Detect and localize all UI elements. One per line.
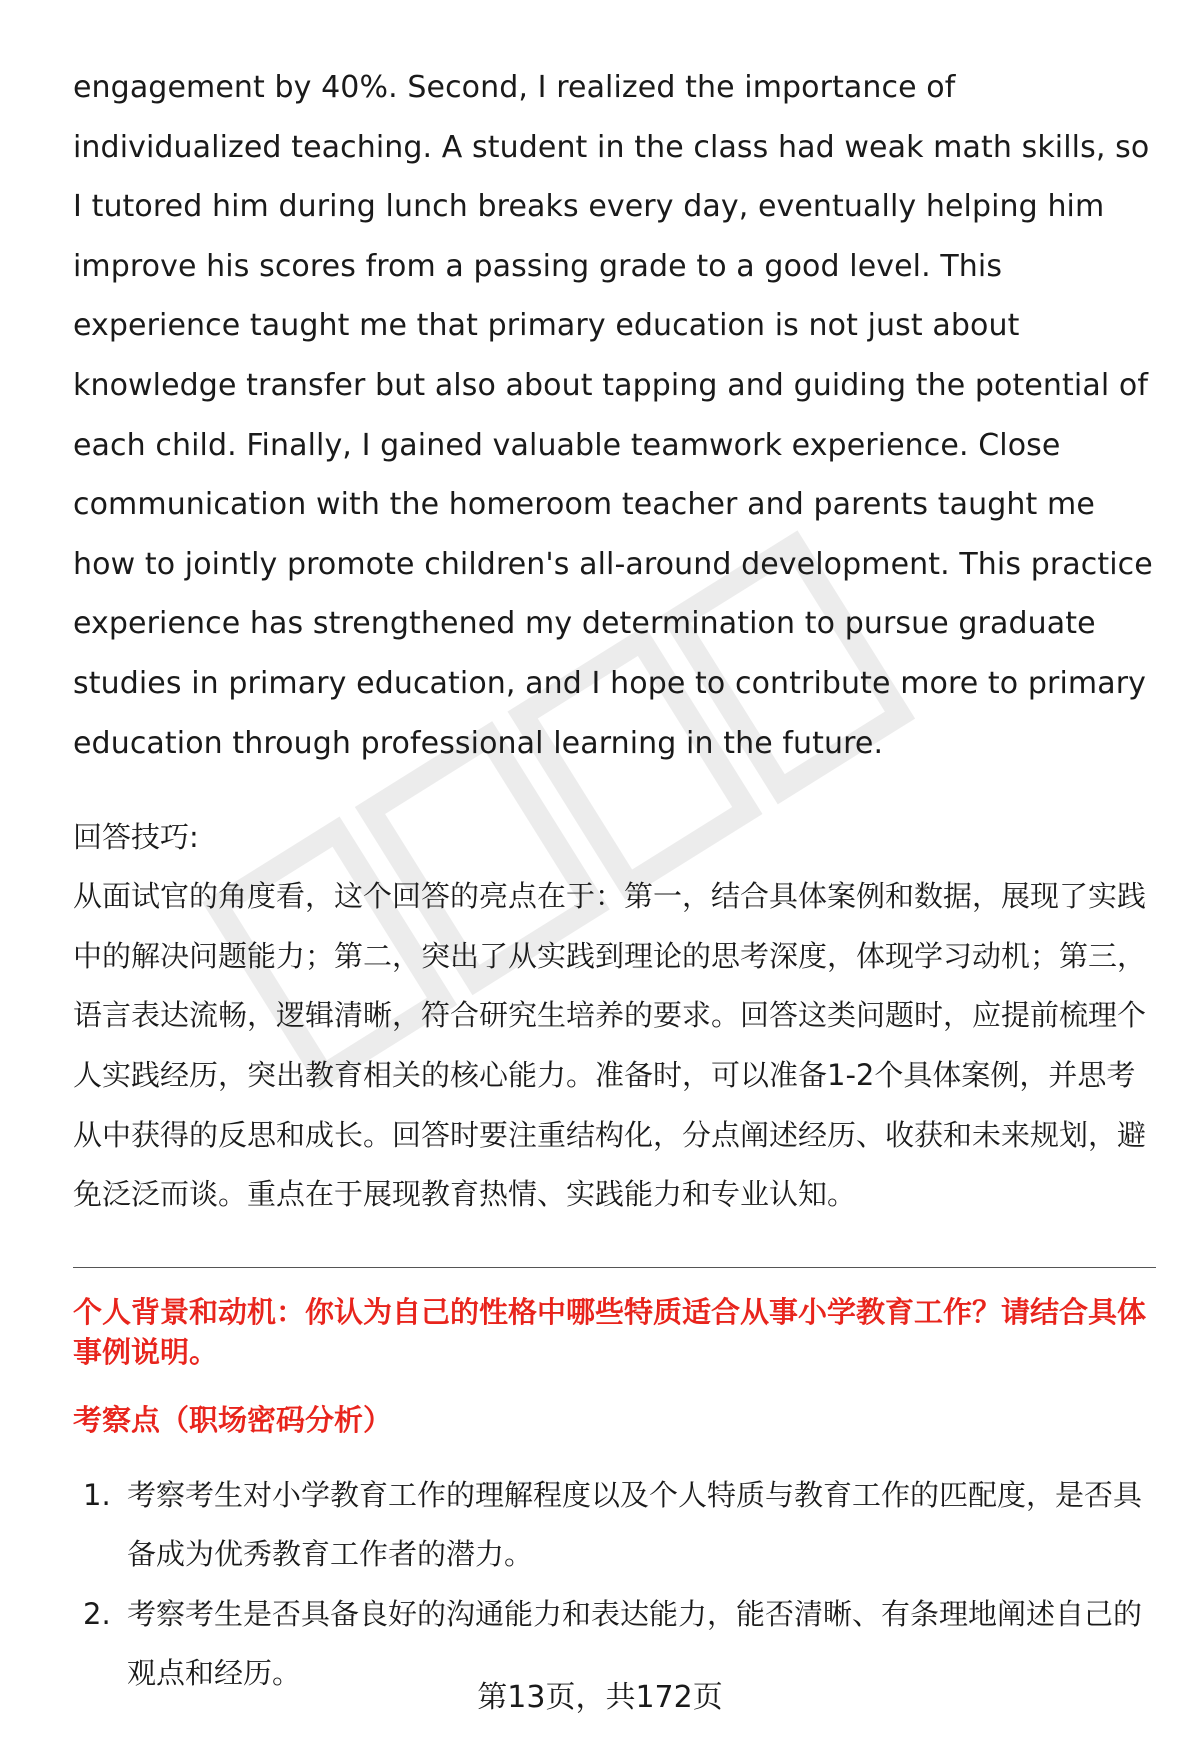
list-item-text: 考察考生是否具备良好的沟通能力和表达能力，能否清晰、有条理地阐述自己的观点和经历。 [127, 1596, 1143, 1691]
focus-points-list [73, 1466, 1153, 1704]
question-heading: 个人背景和动机：你认为自己的性格中哪些特质适合从事小学教育工作？请结合具体事例说明。 [73, 1294, 1147, 1369]
tips-paragraph: 从面试官的角度看，这个回答的亮点在于：第一，结合具体案例和数据，展现了实践中的解决问题能力；第二，突出了从实践到理论的思考深度，体现学习动机；第三，语言表达流畅，逻辑清晰，符合研究生培养的要求。回答这类问题时，应提前梳理个人实践经历，突出教育相关的核心能力。准备时，可以准备1-2个具体案例，并思考从中获得的反思和成长。回答时要注重结构化，分点阐述经历、收获和未来规划，避免泛泛而谈。重点在于展现教育热情、实践能力和专业认知。 [73, 879, 1147, 1212]
list-item [73, 1466, 1153, 1585]
list-item-text: 考察考生对小学教育工作的理解程度以及个人特质与教育工作的匹配度，是否具备成为优秀教育工作者的潜力。 [127, 1477, 1143, 1572]
answer-paragraph: engagement by 40%. Second, I realized the importance of individualized teaching. A student in the class had weak math skills, so I tutored him during lunch breaks every day, eventually helping him improve his scores from a passing grade to a good level. This experience taught me that primary education is not just about knowledge transfer but also about tapping and guiding the potential of each child. Finally, I gained valuable teamwork experience. Close communication with the homeroom teacher and parents taught me how to jointly promote children's all-around development. This practice experience has strengthened my determination to pursue graduate studies in primary education, and I hope to contribute more to primary education through professional learning in the future. [73, 70, 1153, 761]
list-item-number: 2. [83, 1596, 111, 1631]
section-divider [73, 1267, 1156, 1268]
tips-heading: 回答技巧: [73, 820, 199, 855]
focus-points-title: 考察点（职场密码分析） [73, 1402, 393, 1437]
list-item-number: 1. [83, 1477, 111, 1512]
document-page [73, 58, 1153, 1704]
page-number-footer: 第13页，共172页 [477, 1680, 723, 1715]
